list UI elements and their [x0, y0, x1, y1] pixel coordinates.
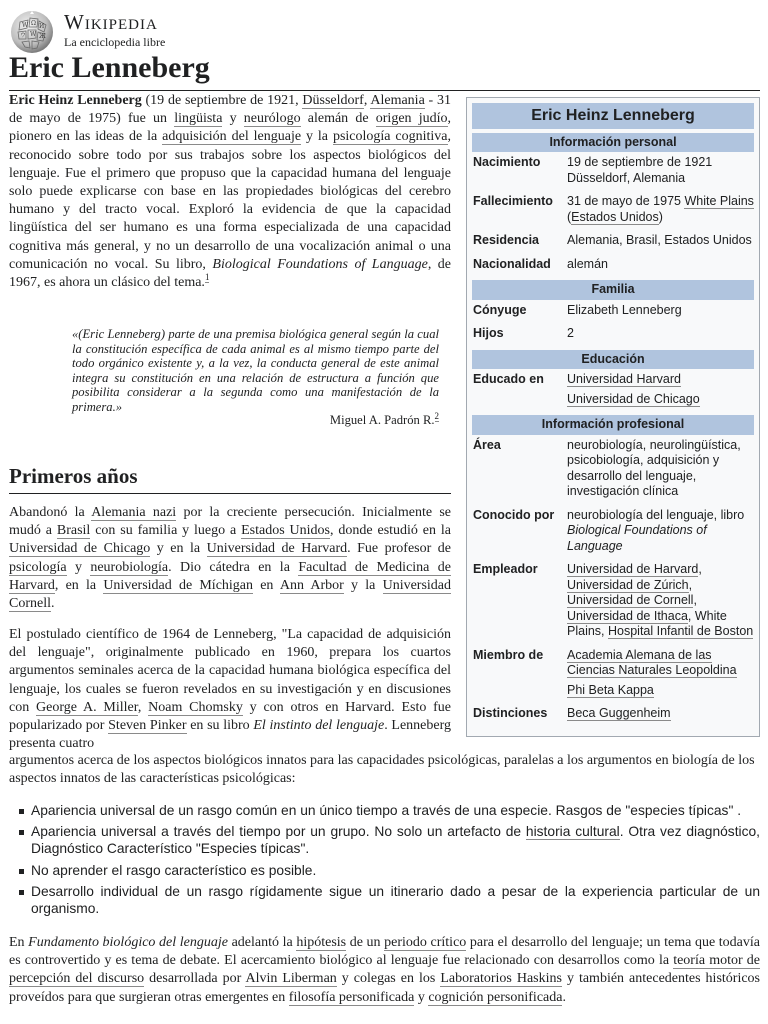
- text-run: con su familia y luego a: [90, 523, 242, 539]
- svg-text:Ω: Ω: [31, 20, 36, 27]
- infobox-value: [567, 155, 754, 190]
- infobox-row-fallecimiento: [472, 194, 754, 229]
- page-title: Eric Lenneberg: [9, 48, 760, 91]
- link-universidad-de-chicago[interactable]: Universidad de Chicago: [567, 391, 700, 406]
- infobox-row-distinciones: [472, 706, 754, 726]
- infobox-value-line: [567, 438, 754, 500]
- infobox-row-nacionalidad: [472, 257, 754, 277]
- italic-title: El instinto del lenguaje: [253, 718, 385, 734]
- arguments-list: [9, 802, 760, 921]
- infobox-section-familia: Familia: [472, 280, 754, 300]
- text-run: No aprender el rasgo característico es posible.: [31, 862, 317, 878]
- infobox-value-line: [567, 508, 754, 555]
- text-run: por la creciente persecución. Inicialmente se mudó a: [9, 505, 451, 539]
- site-header: [8, 6, 760, 52]
- text-run: y: [222, 111, 244, 127]
- list-item: [9, 862, 760, 879]
- text-run: y en la: [150, 541, 207, 557]
- link-hipotesis[interactable]: hipótesis: [296, 935, 347, 950]
- list-item: [9, 802, 760, 819]
- infobox-value: [567, 648, 754, 703]
- text-run: Abandonó la: [9, 505, 92, 520]
- infobox-value: [567, 303, 754, 323]
- text-run: y la: [343, 577, 383, 593]
- text-run: y: [414, 989, 429, 1005]
- text-run: ): [658, 209, 663, 224]
- list-item: [9, 823, 760, 857]
- text-run: ,: [693, 593, 697, 607]
- text-run: . Dio cátedra en la: [168, 559, 299, 575]
- link-alemania-nazi[interactable]: Alemania nazi: [91, 505, 177, 520]
- link-white-plains[interactable]: White Plains: [684, 194, 754, 208]
- infobox-section-educacion: Educación: [472, 350, 754, 370]
- infobox-row-miembro-de: [472, 648, 754, 703]
- link-neurologo[interactable]: neurólogo: [243, 111, 301, 127]
- link-estados-unidos[interactable]: Estados Unidos: [241, 523, 331, 539]
- text-run: adelantó la: [227, 935, 297, 950]
- text-run: desarrollada por: [144, 971, 246, 987]
- infobox-row-hijos: [472, 326, 754, 346]
- link-teoria-motor-de-percepcion-del-discurso[interactable]: teoría motor de percepción del discurso: [9, 953, 760, 987]
- text-run: ,: [698, 562, 702, 576]
- text-run: y también antecedentes históricos proveídos para que surgieran otras emergentes en: [9, 971, 760, 1005]
- infobox-label: Miembro de: [473, 647, 544, 662]
- infobox-label: Nacionalidad: [473, 256, 551, 271]
- text-run: en su libro: [186, 718, 254, 734]
- infobox-value-line: [567, 326, 754, 342]
- text-run: ,: [137, 699, 149, 715]
- text-run: y la: [301, 129, 333, 145]
- italic-title: Biological Foundations of Language: [567, 523, 707, 553]
- text-run: , reconocido sobre todo por sus trabajos sobre los aspectos biológicos del lenguaje. Fue el primero que propuso que la capacidad humana del lenguaje solo puede explicarse con base en las propiedades biológicas del cerebro humano y del tracto vocal. Exploró la evidencia de que la capacidad lingüística del ser humano es una forma especializada de una capacidad cognitiva más general, y no un desarrollo de una vocalización animal o una comunicación no vocal. Su libro,: [9, 129, 451, 272]
- infobox-row-educado-en: [472, 372, 754, 411]
- link-noam-chomsky[interactable]: Noam Chomsky: [148, 699, 243, 715]
- infobox-value-line: [567, 562, 754, 640]
- link-beca-guggenheim[interactable]: Beca Guggenheim: [567, 706, 671, 720]
- link-universidad-de-harvard[interactable]: Universidad de Harvard: [567, 562, 699, 576]
- text-run: .: [562, 989, 566, 1005]
- link-historia-cultural[interactable]: historia cultural: [525, 824, 620, 840]
- link-linguista[interactable]: lingüista: [174, 111, 223, 127]
- text-run: para el desarrollo del lenguaje; un tema que todavía es controvertido y es tema de debate. El acercamiento biológico al lenguaje fue relacionado con desarrollos como la: [9, 935, 760, 969]
- quote-author-name: Miguel A. Padrón R.: [329, 413, 435, 427]
- text-run: en: [253, 577, 280, 593]
- link-universidad-de-zurich[interactable]: Universidad de Zúrich: [567, 577, 689, 592]
- text-run: de un: [346, 935, 385, 950]
- italic-title: Biological Foundations of Language: [212, 256, 428, 272]
- link-phi-beta-kappa[interactable]: Phi Beta Kappa: [567, 682, 654, 697]
- infobox-label: Distinciones: [473, 706, 548, 720]
- infobox-value: [567, 562, 754, 644]
- paragraph-early-life: [9, 504, 451, 613]
- svg-text:W: W: [30, 31, 37, 38]
- text-run: (: [567, 209, 572, 224]
- link-universidad-de-michigan[interactable]: Universidad de Míchigan: [103, 577, 254, 593]
- text-run: Elizabeth Lenneberg: [567, 302, 682, 317]
- text-run: En: [9, 935, 29, 950]
- text-run: alemán de: [300, 111, 376, 127]
- infobox-value: [567, 372, 754, 411]
- text-run: ,: [363, 93, 371, 108]
- bold-text: Eric Heinz Lenneberg: [9, 93, 142, 108]
- paragraph-postulate: [9, 626, 451, 753]
- link-universidad-harvard[interactable]: Universidad Harvard: [567, 372, 681, 386]
- infobox-value-line: [567, 257, 754, 273]
- text-run: 31 de mayo de 1975: [567, 194, 685, 208]
- link-filosofia-personificada[interactable]: filosofía personificada: [288, 989, 415, 1005]
- infobox-value-line: [567, 706, 754, 722]
- link-alvin-liberman[interactable]: Alvin Liberman: [245, 971, 337, 987]
- infobox-value-line: [567, 194, 754, 225]
- link-periodo-critico[interactable]: periodo crítico: [384, 935, 467, 950]
- infobox-value-line: [567, 233, 754, 249]
- text-run: (19 de septiembre de 1921,: [141, 93, 303, 108]
- link-cognicion-personificada[interactable]: cognición personificada: [428, 989, 563, 1005]
- infobox-value: [567, 438, 754, 504]
- infobox-label: Residencia: [473, 233, 540, 247]
- paragraph-postulate-continued: argumentos acerca de los aspectos biológicos innatos para las capacidades psicológicas, paralelas a los argumentos en biología de los aspectos innatos de las características psicológicas:: [9, 753, 755, 787]
- infobox-value: [567, 706, 754, 726]
- link-psicologia[interactable]: psicología: [9, 559, 67, 575]
- text-run: y con otros en Harvard. Esto fue popularizado por: [9, 699, 452, 734]
- infobox-row-conyuge: [472, 303, 754, 323]
- infobox-label: Hijos: [473, 326, 504, 340]
- link-alemania[interactable]: Alemania: [370, 93, 425, 108]
- link-facultad-de-medicina-de-harvard[interactable]: Facultad de Medicina de Harvard: [9, 559, 451, 593]
- text-run: y: [66, 559, 91, 575]
- site-wordmark[interactable]: Wikipedia: [64, 10, 158, 34]
- infobox-value-line: [567, 155, 754, 186]
- infobox-value: [567, 194, 754, 229]
- text-run: , White Plains,: [567, 608, 727, 638]
- section-heading-primeros-anos: Primeros años: [9, 462, 451, 494]
- text-run: y colegas en los: [336, 971, 441, 987]
- italic-title: Fundamento biológico del lenguaje: [28, 935, 228, 950]
- quote-attribution: [72, 410, 439, 428]
- infobox-row-empleador: [472, 562, 754, 644]
- text-run: - 31 de mayo de 1975) fue un: [9, 93, 451, 127]
- infobox-section-informacion-personal: Información personal: [472, 133, 754, 153]
- text-run: El postulado científico de 1964 de Lenneberg, "La capacidad de adquisición del lenguaje", originalmente publicado en 1960, prepara los cuartos argumentos seminales acerca de la capacidad humana biológica específica del lenguaje, los cuales se fueron revelados en su investigación y en discusiones con: [9, 627, 451, 715]
- link-george-a-miller[interactable]: George A. Miller: [36, 699, 138, 715]
- infobox-label: Cónyuge: [473, 302, 527, 317]
- infobox-value-line: [567, 372, 754, 388]
- link-adquisicion-del-lenguaje[interactable]: adquisición del lenguaje: [162, 129, 302, 145]
- lead-paragraph: [9, 92, 451, 292]
- text-run: Alemania, Brasil, Estados Unidos: [567, 233, 752, 247]
- site-tagline: La enciclopedia libre: [64, 35, 166, 49]
- list-item: [9, 883, 760, 917]
- infobox-section-informacion-profesional: Información profesional: [472, 415, 754, 435]
- infobox-label: Área: [473, 437, 501, 452]
- link-universidad-de-ithaca[interactable]: Universidad de Ithaca: [567, 608, 688, 623]
- text-run: neurobiología del lenguaje, libro: [567, 507, 745, 522]
- infobox-row-nacimiento: [472, 155, 754, 190]
- infobox-value: [567, 508, 754, 559]
- link-origen-judio[interactable]: origen judío: [375, 111, 448, 127]
- text-run: . Otra vez diagnóstico, Diagnóstico Característico "Especies típicas".: [31, 824, 760, 857]
- reference-link[interactable]: 1: [204, 272, 210, 283]
- infobox-row-area: [472, 438, 754, 504]
- svg-text:И: И: [39, 23, 45, 30]
- text-run: ,: [688, 577, 693, 592]
- infobox: [466, 97, 760, 737]
- text-run: , pionero en las ideas de la: [9, 111, 451, 145]
- text-run: Desarrollo individual de un rasgo rígidamente sigue un itinerario dado a pesar de la experiencia particular de un organismo.: [31, 883, 760, 917]
- text-run: .: [51, 596, 55, 612]
- infobox-value-line: [567, 303, 754, 319]
- text-run: alemán: [567, 256, 608, 271]
- text-run: neurobiología, neurolingüística, psicobiología, adquisición y desarrollo del lenguaje, investigación clínica: [567, 437, 741, 498]
- blockquote: «(Eric Lenneberg) parte de una premisa biológica general según la cual la constitución específica de cada animal es al mismo tiempo parte del todo orgánico existente y, a la vez, la conducta general de este animal integra su constitución en una relación de estructura a función que posibilita considerar a la segunda como una manifestación de la primera.»: [72, 327, 439, 414]
- infobox-value: [567, 257, 754, 277]
- link-estados-unidos[interactable]: Estados Unidos: [571, 209, 659, 224]
- link-ann-arbor[interactable]: Ann Arbor: [279, 577, 344, 593]
- link-neurobiologia[interactable]: neurobiología: [90, 559, 169, 575]
- svg-text:Ж: Ж: [39, 33, 46, 40]
- link-dusseldorf[interactable]: Düsseldorf: [302, 93, 364, 108]
- infobox-label: Fallecimiento: [473, 194, 553, 208]
- link-universidad-de-cornell[interactable]: Universidad de Cornell: [567, 593, 694, 607]
- infobox-value-line: [567, 392, 754, 408]
- link-academia-alemana-de-las-ciencias-naturales-leopoldina[interactable]: Academia Alemana de las Ciencias Naturales Leopoldina: [567, 647, 737, 677]
- link-universidad-de-harvard[interactable]: Universidad de Harvard: [206, 541, 348, 557]
- infobox-label: Empleador: [473, 562, 538, 576]
- paragraph-foundations: [9, 934, 760, 1007]
- infobox-row-residencia: [472, 233, 754, 253]
- infobox-label: Educado en: [473, 372, 544, 386]
- infobox-value-line: [567, 648, 754, 679]
- text-run: Apariencia universal a través del tiempo por un grupo. No solo un artefacto de: [31, 824, 526, 840]
- text-run: 19 de septiembre de 1921 Düsseldorf, Alemania: [567, 155, 713, 185]
- link-laboratorios-haskins[interactable]: Laboratorios Haskins: [440, 971, 562, 987]
- link-brasil[interactable]: Brasil: [56, 523, 91, 539]
- quote-reference-link[interactable]: 2: [434, 410, 439, 421]
- link-universidad-de-chicago[interactable]: Universidad de Chicago: [9, 541, 151, 557]
- infobox-value: [567, 233, 754, 253]
- text-run: , de 1967, es ahora un clásico del tema.: [9, 256, 451, 291]
- svg-text:ウ: ウ: [20, 32, 27, 39]
- infobox-label: Conocido por: [473, 507, 555, 522]
- text-run: 2: [567, 326, 574, 340]
- infobox-title: Eric Heinz Lenneberg: [472, 103, 754, 129]
- text-run: . Lenneberg presenta cuatro: [9, 718, 452, 752]
- link-hospital-infantil-de-boston[interactable]: Hospital Infantil de Boston: [608, 624, 754, 638]
- text-run: Apariencia universal de un rasgo común en un único tiempo a través de una especie. Rasgos de "especies típicas" .: [31, 803, 742, 818]
- infobox-label: Nacimiento: [473, 155, 541, 169]
- link-psicologia-cognitiva[interactable]: psicología cognitiva: [332, 129, 448, 145]
- link-steven-pinker[interactable]: Steven Pinker: [108, 718, 187, 734]
- svg-text:W: W: [22, 22, 29, 29]
- text-run: , donde estudió en la: [330, 523, 452, 539]
- text-run: , en la: [54, 577, 104, 593]
- infobox-value: [567, 326, 754, 346]
- text-run: . Fue profesor de: [347, 541, 451, 557]
- infobox-body: [472, 133, 754, 726]
- infobox-row-conocido-por: [472, 508, 754, 559]
- infobox-value-line: [567, 683, 754, 699]
- link-universidad-cornell[interactable]: Universidad Cornell: [9, 577, 452, 612]
